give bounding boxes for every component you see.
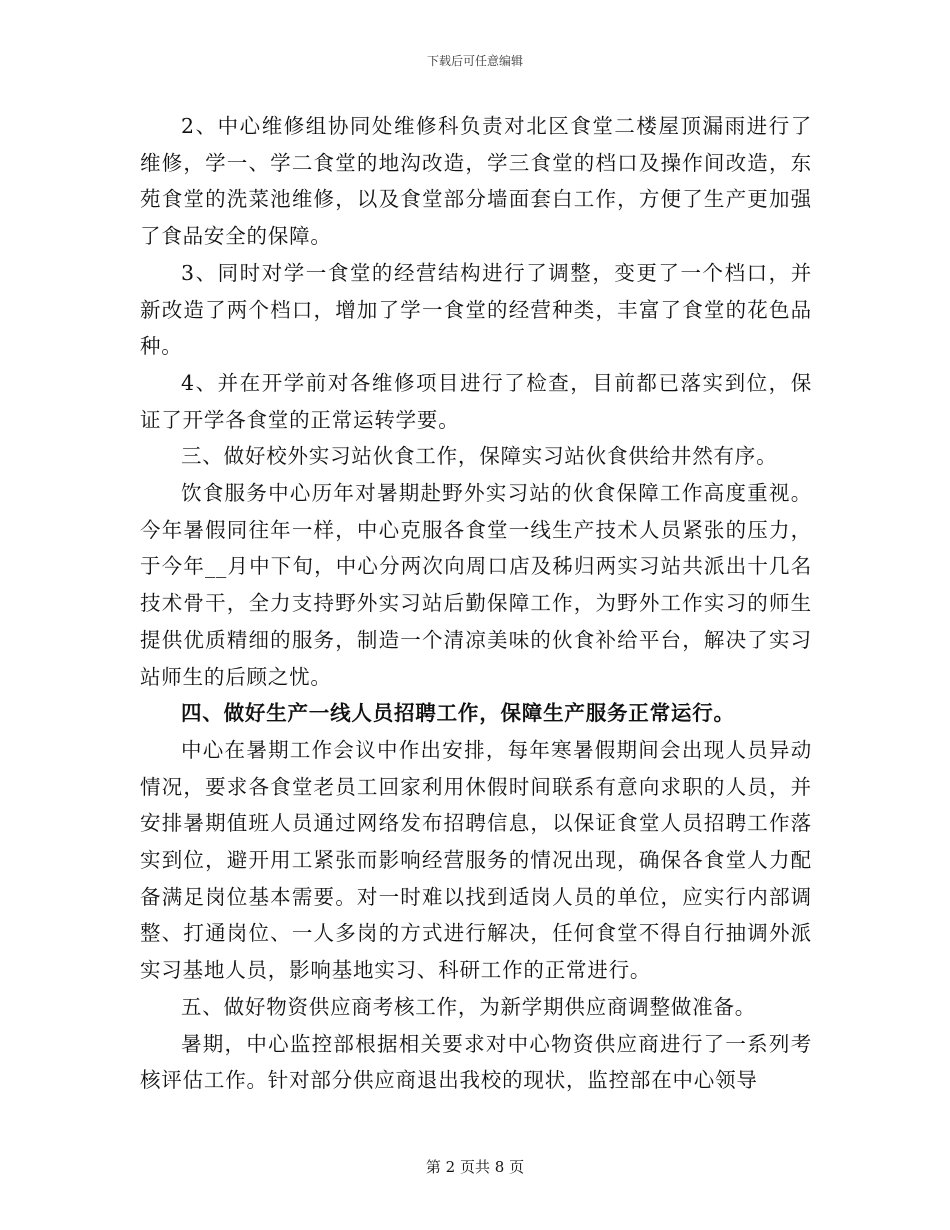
document-body [140, 108, 812, 1099]
paragraph-supplier-assessment: 暑期，中心监控部根据相关要求对中心物资供应商进行了一系列考核评估工作。针对部分供应商退出我校的现状，监控部在中心领导 [140, 1031, 812, 1093]
page-footer: 第 2 页共 8 页 [425, 1158, 525, 1176]
paragraph-recruitment: 中心在暑期工作会议中作出安排，每年寒暑假期间会出现人员异动情况，要求各食堂老员工回家利用休假时间联系有意向求职的人员，并安排暑期值班人员通过网络发布招聘信息，以保证食堂人员招聘工作落实到位，避开用工紧张而影响经营服务的情况出现，确保各食堂人力配备满足岗位基本需要。对一时难以找到适岗人员的单位，应实行内部调整、打通岗位、一人多岗的方式进行解决，任何食堂不得自行抽调外派实习基地人员，影响基地实习、科研工作的正常进行。 [140, 737, 812, 983]
paragraph-field-station-catering: 饮食服务中心历年对暑期赴野外实习站的伙食保障工作高度重视。今年暑假同往年一样，中心克服各食堂一线生产技术人员紧张的压力，于今年__月中下旬，中心分两次向周口店及秭归两实习站共派出十几名技术骨干，全力支持野外实习站后勤保障工作，为野外工作实习的师生提供优质精细的服务，制造一个清凉美味的伙食补给平台，解决了实习站师生的后顾之忧。 [140, 481, 812, 689]
paragraph-canteen-restructure: 3、同时对学一食堂的经营结构进行了调整，变更了一个档口，并新改造了两个档口，增加了学一食堂的经营种类，丰富了食堂的花色品种。 [140, 260, 812, 359]
section-heading-5: 五、做好物资供应商考核工作，为新学期供应商调整做准备。 [181, 994, 757, 1019]
paragraph-maintenance-north-canteen: 2、中心维修组协同处维修科负责对北区食堂二楼屋顶漏雨进行了维修，学一、学二食堂的地沟改造，学三食堂的档口及操作间改造，东苑食堂的洗菜池维修，以及食堂部分墙面套白工作，方便了生产更加强了食品安全的保障。 [140, 114, 812, 249]
section-heading-3: 三、做好校外实习站伙食工作，保障实习站伙食供给井然有序。 [181, 444, 778, 469]
paragraph-pre-semester-inspection: 4、并在开学前对各维修项目进行了检查，目前都已落实到位，保证了开学各食堂的正常运转学要。 [140, 370, 812, 432]
page-header: 下载后可任意编辑 [426, 54, 523, 68]
section-heading-4: 四、做好生产一线人员招聘工作，保障生产服务正常运行。 [181, 701, 735, 726]
